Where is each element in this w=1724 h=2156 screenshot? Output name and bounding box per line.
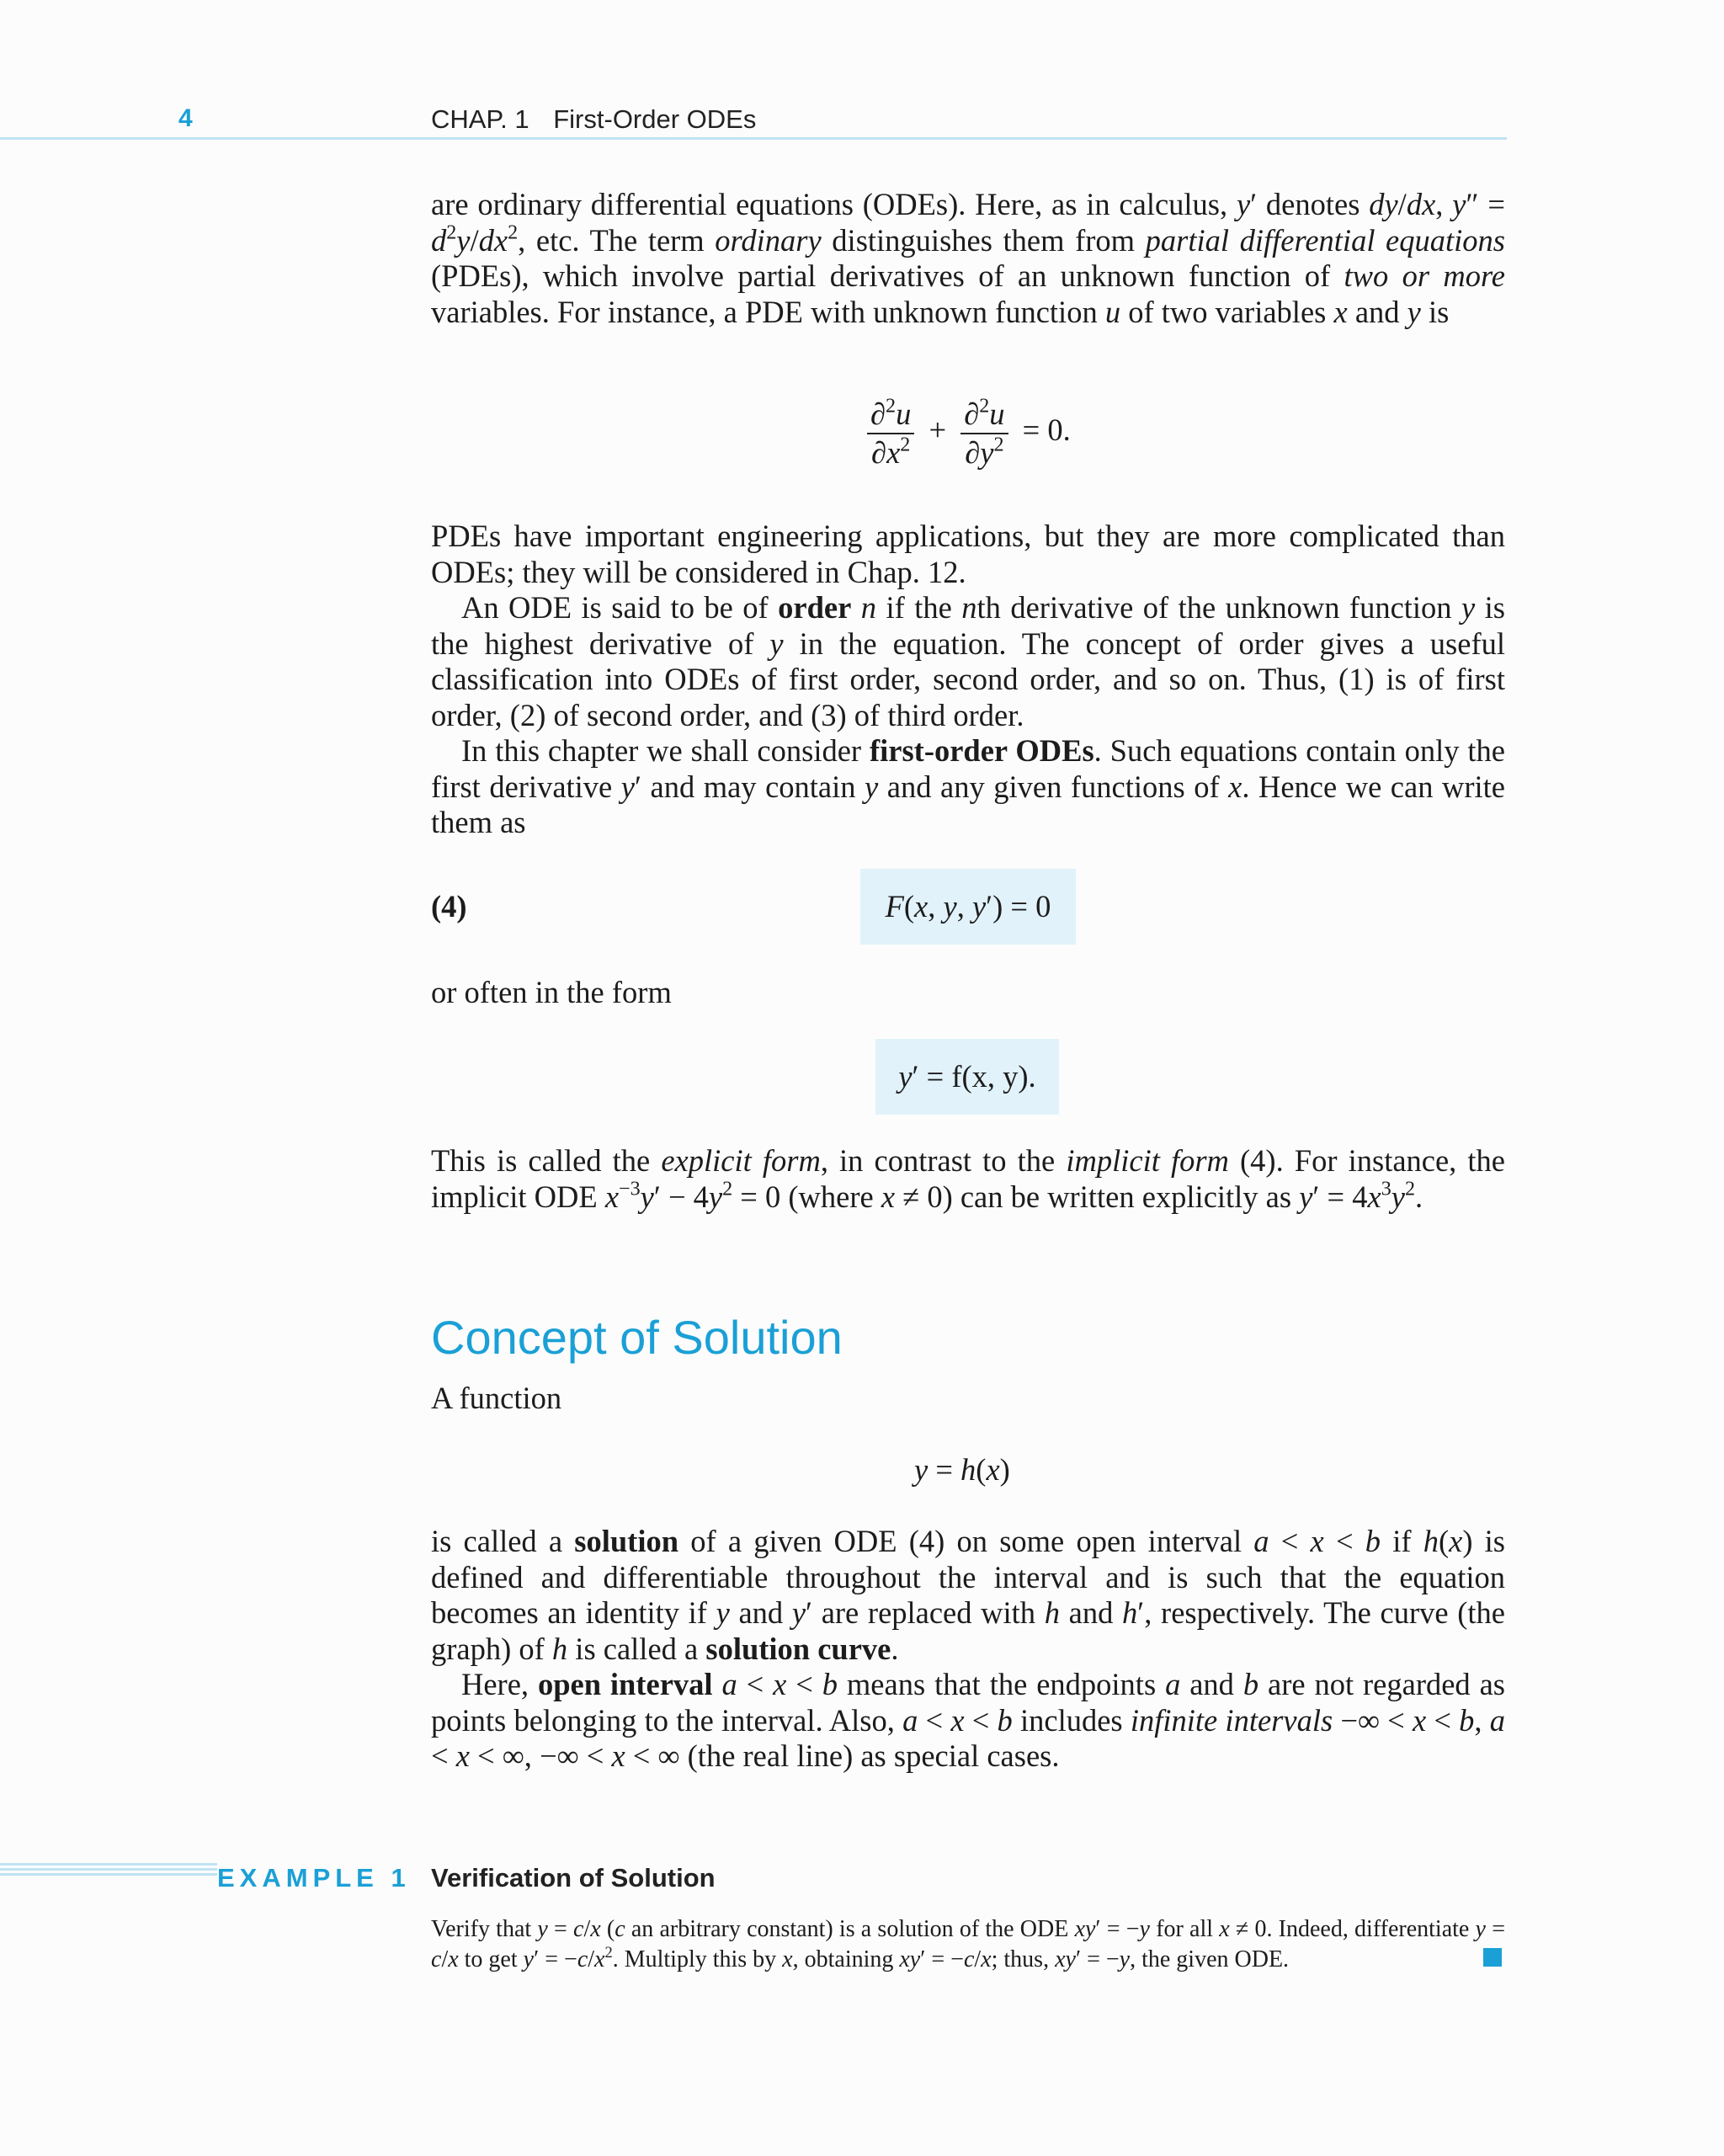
- paragraph-ode-intro: are ordinary differential equations (ODEs). Here, as in calculus, y′ denotes dy/dx, $y'' = d^2y/dx^2$, etc. The term ordinary distinguishes them from partial differential equations (PDEs), which involve partial derivatives of an unknown function of two or more variables. For instance, a PDE with unknown function u of two variables x and y is: [431, 187, 1505, 329]
- paragraph-explicit-form: This is called the explicit form, in contrast to the implicit form (4). For instance, the implicit ODE $x^{-3}y' - 4y^2 = 0$ (where x ≠ 0) can be written explicitly as $y' = 4x^3y^2$.: [431, 1143, 1505, 1214]
- paragraph-or-often: or often in the form: [431, 975, 672, 1009]
- page-number: 4: [178, 104, 193, 132]
- equation-4-box: F(x, y, y′) = 0: [860, 869, 1076, 945]
- running-head: [431, 104, 756, 135]
- section-title: Concept of Solution: [431, 1311, 843, 1364]
- explicit-equation-box: y′ = f(x, y).: [875, 1039, 1059, 1115]
- example-body: Verify that y = c/x (c an arbitrary constant) is a solution of the ODE xy′ = −y for all x ≠ 0. Indeed, differentiate y = c/x to get $y' = -c/x^2$. Multiply this by x, obtaining xy′ = −c/x; thus, xy′ = −y, the given ODE.: [431, 1916, 1505, 1972]
- equation-4-label: (4): [431, 889, 467, 924]
- paragraph-a-function: A function: [431, 1381, 562, 1415]
- header-rule: [0, 137, 1507, 140]
- chapter-title: First-Order ODEs: [553, 104, 757, 134]
- end-of-example-square: [1483, 1948, 1502, 1967]
- example-label: EXAMPLE 1: [217, 1863, 411, 1892]
- solution-equation: y = h(x): [914, 1452, 1010, 1487]
- paragraph-solution-definition: is called a solution of a given ODE (4) on some open interval a < x < b if h(x) is defined and differentiable throughout the interval and is such that the equation becomes an identity if y and y′ are replaced with h and h′, respectively. The curve (the graph) of h is called a solution curve. Here, open interval a < x < b means that the endpoints a and b are not regarded as points belonging to the interval. Also, a < x < b includes infinite intervals −∞ < x < b, a < x < ∞, −∞ < x < ∞ (the real line) as special cases.: [431, 1524, 1506, 1773]
- paragraph-order: PDEs have important engineering applications, but they are more complicated than ODEs; they will be considered in Chap. 12. An ODE is said to be of order n if the nth derivative of the unknown function y is the highest derivative of y in the equation. The concept of order gives a useful classification into ODEs of first order, second order, and so on. Thus, (1) is of first order, (2) of second order, and (3) of third order. In this chapter we shall consider first-order ODEs. Such equations contain only the first derivative y′ and may contain y and any given functions of x. Hence we can write them as: [431, 519, 1505, 839]
- laplace-equation: $\frac{\partial^2u}{\partial x^2}$ + $\frac{\partial^2u}{\partial y^2}$ = 0.: [867, 396, 1071, 471]
- chapter-number: CHAP. 1: [431, 104, 529, 134]
- example-title: Verification of Solution: [431, 1863, 716, 1892]
